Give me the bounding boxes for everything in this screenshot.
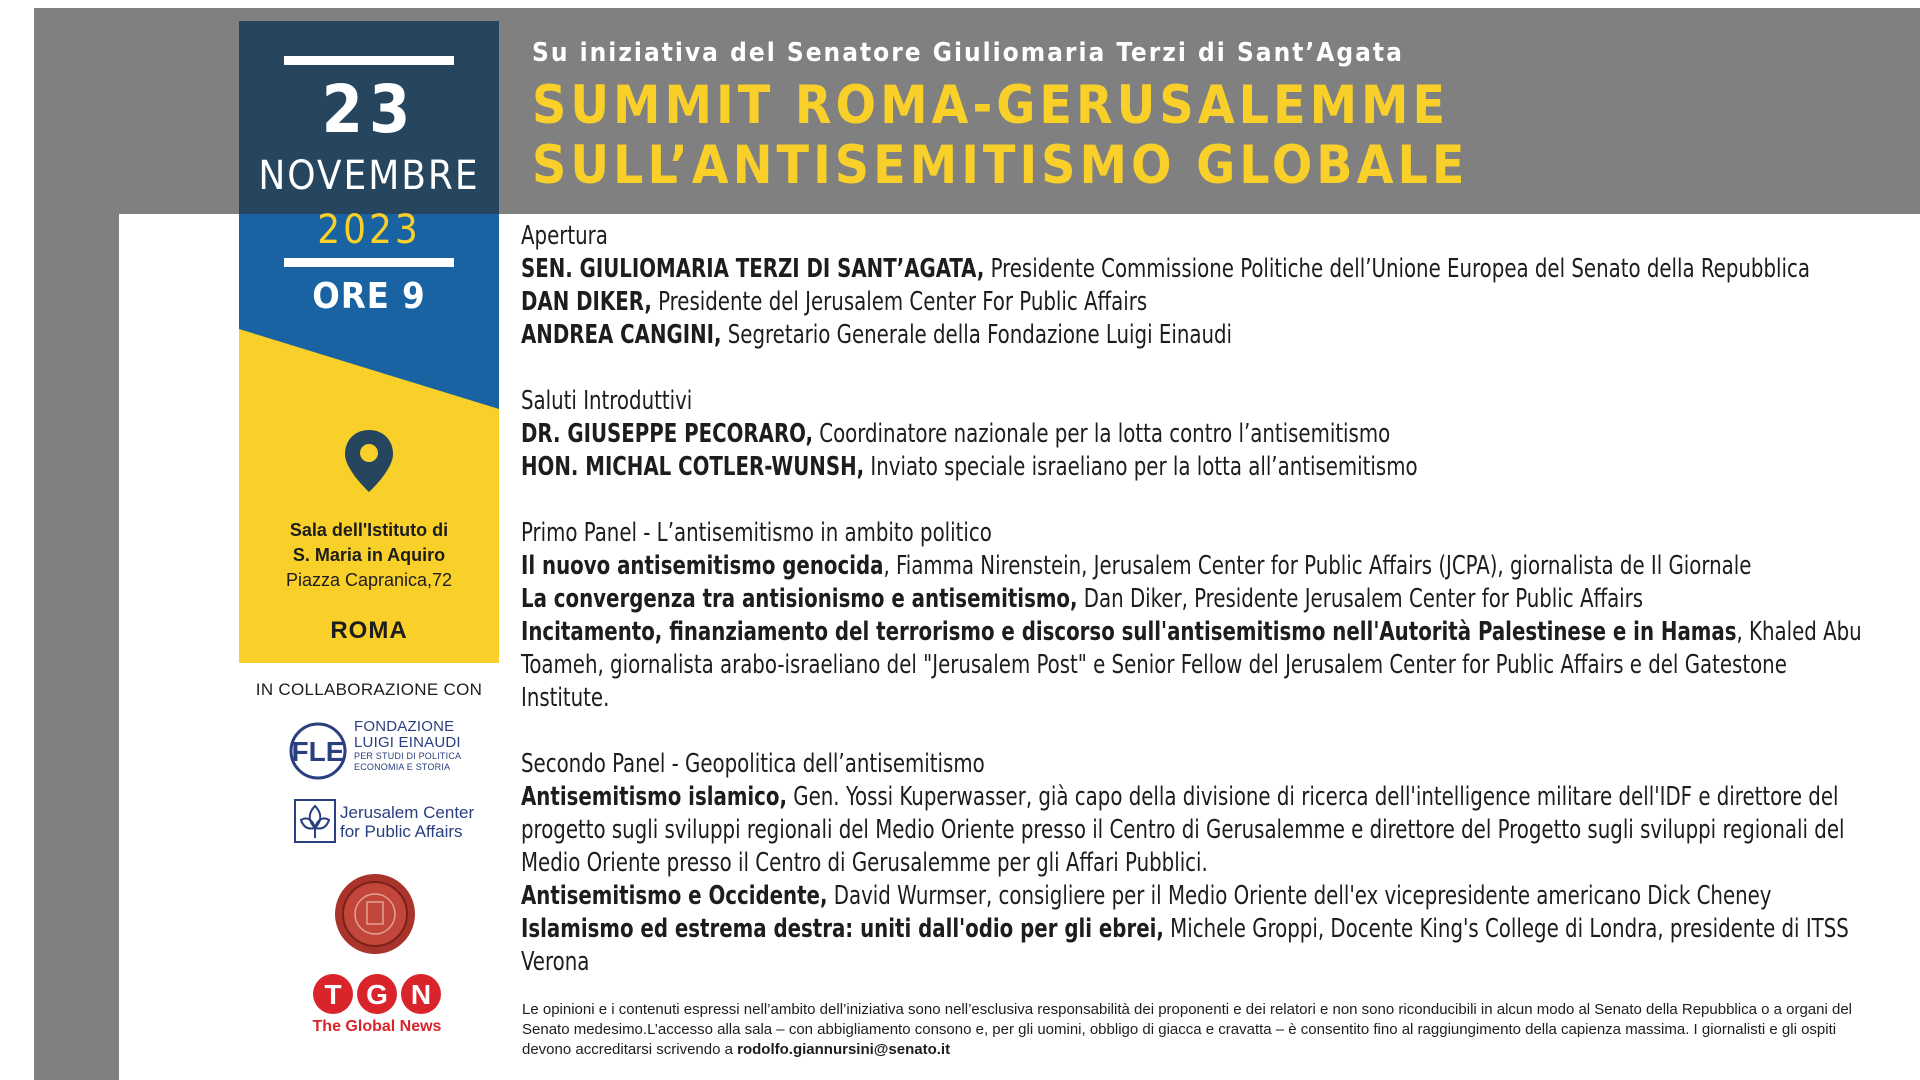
event-day: 23 (321, 71, 417, 148)
speaker-role: Coordinatore nazionale per la lotta contro l’antisemitismo (813, 419, 1391, 449)
talk-topic: Antisemitismo e Occidente, (521, 881, 828, 911)
card-divider-top (284, 56, 454, 65)
event-card (239, 21, 499, 663)
speaker-role: Inviato speciale israeliano per la lotta all’antisemitismo (864, 452, 1418, 482)
program-item (521, 550, 1873, 583)
talk-topic: Il nuovo antisemitismo genocida (521, 551, 884, 581)
header-title-line-1: SUMMIT ROMA-GERUSALEMME (532, 75, 1450, 136)
jcpa-logo-icon (293, 798, 337, 844)
talk-topic: Islamismo ed estrema destra: uniti dall'odio per gli ebrei, (521, 914, 1164, 944)
program-item (521, 781, 1873, 880)
spacer (521, 715, 1873, 748)
venue-line-1: Sala dell'Istituto di (289, 520, 449, 540)
event-month: NOVEMBRE (258, 153, 480, 199)
disclaimer-text: Le opinioni e i contenuti espressi nell’ambito dell’iniziativa sono nell’esclusiva responsabilità dei proponenti e dei relatori e non sono riconducibili in alcun modo al Senato della Repubblica o a organi del Senato medesimo.L’accesso alla sala – con abbigliamento consono e, per gli uomini, obbligo di giacca e cravatta – è consentito fino al raggiungimento della capienza massima. I giornalisti e gli ospiti devono accreditarsi scrivendo a (522, 1001, 1852, 1058)
talk-speaker: Michele Groppi, Docente King's College di Londra, presidente di ITSS Verona (521, 914, 1849, 977)
program-item (521, 880, 1873, 913)
venue-address (239, 518, 499, 593)
header-title-line-2: SULL’ANTISEMITISMO GLOBALE (532, 135, 1469, 196)
program-item (521, 451, 1873, 484)
speaker-name: SEN. GIULIOMARIA TERZI DI SANT’AGATA, (521, 254, 985, 284)
card-divider-bottom (284, 258, 454, 267)
talk-speaker: , Fiamma Nirenstein, Jerusalem Center for Public Affairs (JCPA), giornalista de Il Giornale (883, 551, 1752, 581)
map-pin-icon (342, 428, 396, 494)
fle-line-4: ECONOMIA E STORIA (354, 762, 451, 772)
section-title: Apertura (521, 221, 608, 251)
section-title: Secondo Panel - Geopolitica dell’antisemitismo (521, 749, 985, 779)
speaker-role: Segretario Generale della Fondazione Luigi Einaudi (721, 320, 1233, 350)
section-title: Primo Panel - L’antisemitismo in ambito politico (521, 518, 992, 548)
svg-text:N: N (410, 979, 432, 1010)
speaker-role: Presidente Commissione Politiche dell’Unione Europea del Senato della Repubblica (984, 254, 1810, 284)
fle-line-3: PER STUDI DI POLITICA (354, 751, 462, 761)
program-item (521, 286, 1873, 319)
talk-speaker: , Khaled Abu Toameh, giornalista arabo-israeliano del "Jerusalem Post" e Senior Fellow del Jerusalem Center for Public Affairs e del Gatestone Institute. (521, 617, 1862, 713)
jcpa-line-1: Jerusalem Center (340, 803, 475, 822)
fle-line-1: FONDAZIONE (354, 718, 455, 735)
svg-text:G: G (366, 979, 388, 1010)
event-time: ORE 9 (312, 276, 426, 317)
program-item (521, 319, 1873, 352)
disclaimer (522, 1000, 1862, 1060)
section-title: Saluti Introduttivi (521, 386, 693, 416)
venue-city: ROMA (330, 617, 408, 644)
event-year: 2023 (317, 207, 421, 253)
speaker-name: DR. GIUSEPPE PECORARO, (521, 419, 814, 449)
talk-topic: Antisemitismo islamico, (521, 782, 787, 812)
program-item (521, 913, 1873, 979)
program-item (521, 616, 1873, 715)
wax-seal-logo-icon (333, 872, 417, 956)
spacer (521, 484, 1873, 517)
talk-speaker: Dan Diker, Presidente Jerusalem Center for Public Affairs (1077, 584, 1644, 614)
talk-speaker: David Wurmser, consigliere per il Medio Oriente dell'ex vicepresidente americano Dick Cheney (827, 881, 1772, 911)
fondazione-einaudi-text (354, 719, 461, 773)
header-title (532, 76, 1468, 196)
speaker-role: Presidente del Jerusalem Center For Public Affairs (651, 287, 1148, 317)
talk-speaker: Gen. Yossi Kuperwasser, già capo della divisione di ricerca dell'intelligence militare dell'IDF e direttore del progetto sugli sviluppi regionali del Medio Oriente presso il Centro di Gerusalemme e direttore del Progetto sugli sviluppi regionali del Medio Oriente presso il Centro di Gerusalemme per gli Affari Pubblici. (521, 782, 1845, 878)
svg-text:FLE: FLE (291, 736, 345, 767)
venue-line-2: S. Maria in Aquiro (292, 545, 446, 565)
jcpa-line-2: for Public Affairs (340, 822, 463, 841)
program-item (521, 418, 1873, 451)
talk-topic: La convergenza tra antisionismo e antisemitismo, (521, 584, 1078, 614)
program (521, 220, 1873, 979)
svg-text:T: T (324, 979, 342, 1010)
speaker-name: ANDREA CANGINI, (521, 320, 722, 350)
left-band (34, 214, 119, 1080)
talk-topic: Incitamento, finanziamento del terrorismo e discorso sull'antisemitismo nell'Autorità Palestinese e in Hamas (521, 617, 1737, 647)
jcpa-text (340, 803, 474, 841)
speaker-name: DAN DIKER, (521, 287, 652, 317)
venue-line-3: Piazza Capranica,72 (285, 570, 453, 590)
program-item (521, 583, 1873, 616)
fle-line-2: LUIGI EINAUDI (354, 734, 461, 751)
program-item (521, 253, 1873, 286)
speaker-name: HON. MICHAL COTLER-WUNSH, (521, 452, 865, 482)
tgn-name: The Global News (312, 1018, 442, 1035)
spacer (521, 352, 1873, 385)
contact-email[interactable]: rodolfo.giannursini@senato.it (737, 1041, 951, 1058)
header-subtitle: Su iniziativa del Senatore Giuliomaria Terzi di Sant’Agata (532, 38, 1404, 68)
collaboration-label: IN COLLABORAZIONE CON (255, 680, 483, 699)
